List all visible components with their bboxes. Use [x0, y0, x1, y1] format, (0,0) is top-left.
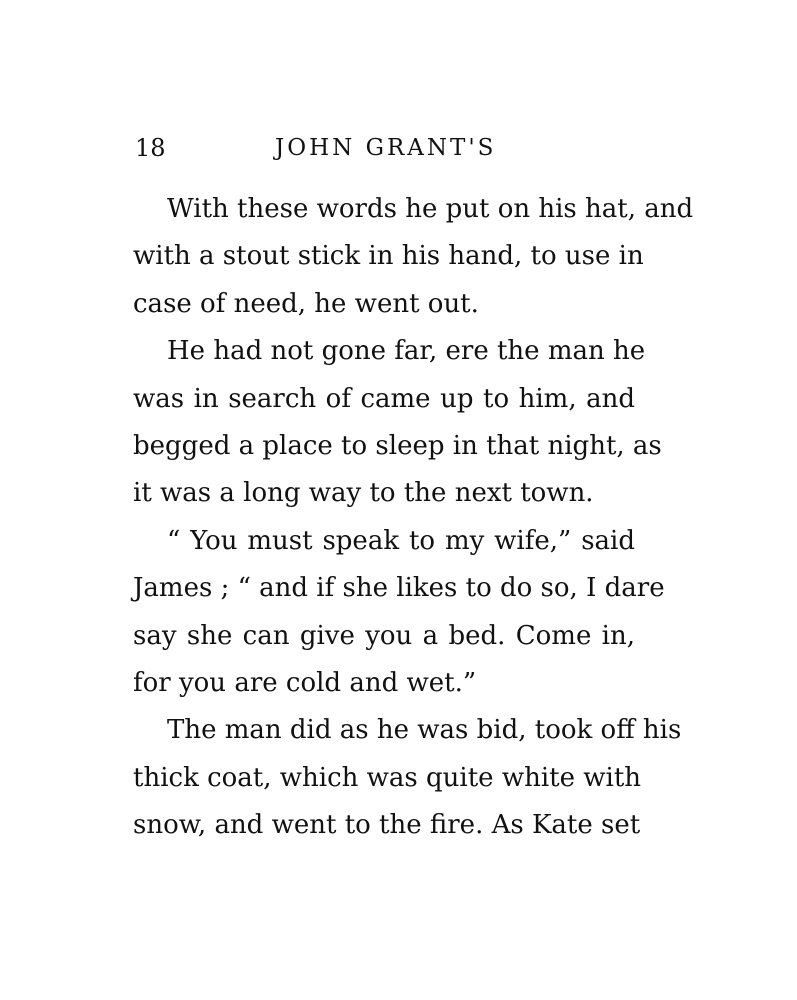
- text-line: With these words he put on his hat, and: [167, 194, 694, 224]
- text-line: He had not gone far, ere the man he: [167, 336, 646, 367]
- text-line: for you are cold and wet.”: [133, 667, 477, 698]
- text-line: James ; “ and if she likes to do so, I dare: [133, 573, 665, 604]
- text-line: with a stout stick in his hand, to use in: [133, 241, 644, 272]
- body-text: [133, 186, 694, 849]
- text-line: “ You must speak to my wife,” said: [167, 525, 635, 556]
- text-line: The man did as he was bid, took off his: [167, 715, 682, 746]
- text-line: was in search of came up to him, and: [133, 383, 635, 414]
- text-line: say she can give you a bed. Come in,: [133, 620, 635, 651]
- text-line: it was a long way to the next town.: [133, 478, 594, 509]
- text-line: begged a place to sleep in that night, as: [133, 430, 662, 461]
- text-line: case of need, he went out.: [133, 288, 479, 319]
- page-number: 18: [135, 134, 166, 162]
- text-line: thick coat, which was quite white with: [133, 762, 642, 793]
- text-line: snow, and went to the fire. As Kate set: [133, 810, 641, 841]
- page-header: [135, 128, 635, 168]
- running-title: JOHN GRANT'S: [275, 135, 497, 161]
